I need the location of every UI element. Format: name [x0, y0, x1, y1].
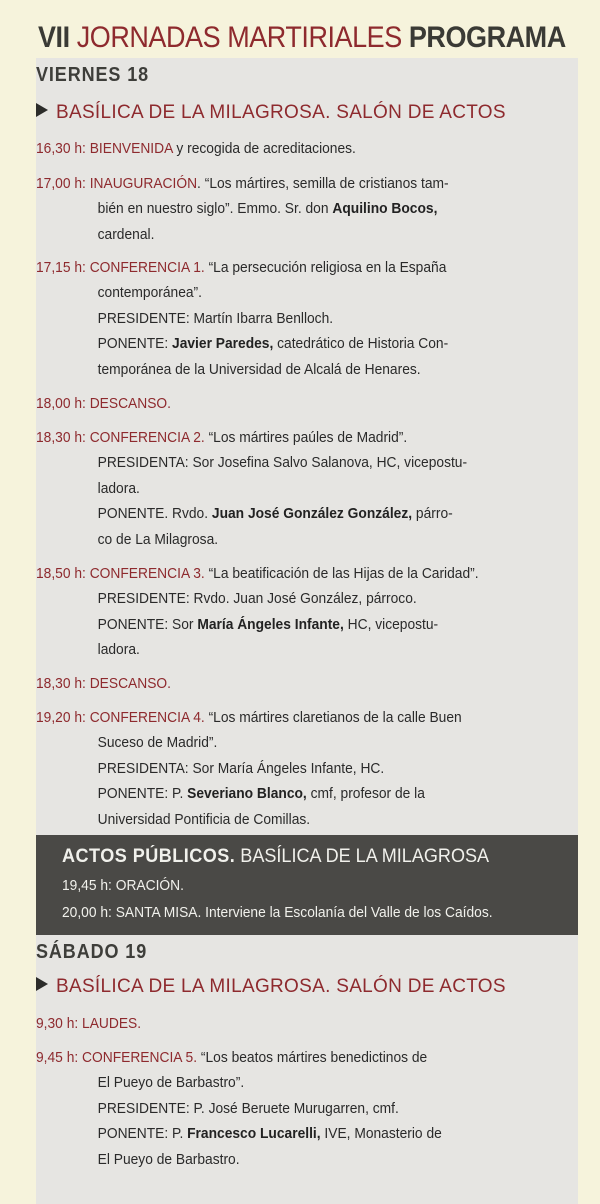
event-text: temporánea de la Universidad de Alcalá de Henares. — [97, 360, 421, 378]
title — [38, 18, 566, 58]
event-text: PRESIDENTA: Sor Josefina Salvo Salanova, HC, vicepostu- — [97, 454, 468, 472]
event-text: co de La Milagrosa. — [97, 530, 219, 548]
event-time: 18,50 h: CONFERENCIA 3. — [36, 565, 205, 582]
event-text: PONENTE. Rvdo. — [97, 505, 212, 523]
speaker-name: Severiano Blanco, — [187, 785, 307, 803]
speaker-name: María Ángeles Infante, — [197, 615, 344, 633]
speaker-name: Javier Paredes, — [172, 335, 274, 353]
event-conferencia-3 — [36, 561, 521, 663]
event-time: 18,30 h: CONFERENCIA 2. — [36, 429, 205, 446]
event-time: 18,30 h: DESCANSO. — [36, 675, 171, 692]
event-text: PRESIDENTE: Rvdo. Juan José González, párroco. — [97, 590, 417, 608]
event-text: párro- — [412, 505, 453, 523]
event-text: PONENTE: Sor — [97, 615, 198, 633]
event-text: “Los beatos mártires benedictinos de — [197, 1049, 428, 1066]
event-descanso-1 — [36, 391, 521, 416]
venue-saturday — [36, 976, 506, 998]
title-programa: PROGRAMA — [408, 21, 566, 54]
event-conferencia-1 — [36, 255, 521, 382]
speaker-name: Aquilino Bocos, — [332, 200, 438, 218]
event-text: . “Los mártires, semilla de cristianos tam- — [197, 175, 449, 192]
event-text: El Pueyo de Barbastro”. — [97, 1074, 245, 1092]
event-text: cmf, profesor de la — [306, 785, 425, 803]
day-friday: VIERNES 18 — [36, 64, 150, 86]
event-text: Suceso de Madrid”. — [97, 734, 218, 752]
event-time: 17,15 h: CONFERENCIA 1. — [36, 259, 205, 276]
title-vii: VII — [38, 21, 70, 54]
event-text: El Pueyo de Barbastro. — [97, 1150, 240, 1168]
title-jornadas: JORNADAS MARTIRIALES — [76, 21, 402, 54]
event-text: ladora. — [97, 641, 140, 659]
event-text: PONENTE: P. — [97, 1125, 188, 1143]
public-acts-title: ACTOS PÚBLICOS. — [62, 846, 236, 867]
event-descanso-2 — [36, 671, 521, 696]
event-text: “Los mártires claretianos de la calle Buen — [204, 709, 462, 726]
event-laudes — [36, 1011, 521, 1036]
event-text: “Los mártires paúles de Madrid”. — [204, 429, 408, 446]
public-acts-heading — [62, 846, 489, 868]
public-acts-row: 19,45 h: ORACIÓN. — [62, 877, 184, 894]
event-text: contemporánea”. — [97, 284, 202, 302]
speaker-name: Juan José González González, — [211, 505, 413, 523]
venue-friday — [36, 102, 506, 124]
event-time: 9,30 h: LAUDES. — [36, 1015, 142, 1032]
event-time: 19,20 h: CONFERENCIA 4. — [36, 709, 205, 726]
event-text: y recogida de acreditaciones. — [172, 140, 356, 157]
event-text: PRESIDENTA: Sor María Ángeles Infante, HC. — [97, 759, 385, 777]
event-inauguracion — [36, 171, 521, 247]
event-time: 17,00 h: INAUGURACIÓN — [36, 175, 198, 192]
event-conferencia-4 — [36, 705, 521, 832]
event-text: PRESIDENTE: P. José Beruete Murugarren, cmf. — [97, 1099, 399, 1117]
public-acts-box — [36, 835, 578, 935]
event-time: 16,30 h: BIENVENIDA — [36, 140, 173, 157]
event-bienvenida — [36, 136, 521, 161]
venue-friday-label: BASÍLICA DE LA MILAGROSA. SALÓN DE ACTOS — [56, 102, 506, 123]
event-conferencia-2 — [36, 425, 521, 552]
event-time: 18,00 h: DESCANSO. — [36, 395, 171, 412]
event-text: “La persecución religiosa en la España — [204, 259, 447, 276]
venue-saturday-label: BASÍLICA DE LA MILAGROSA. SALÓN DE ACTOS — [56, 976, 506, 997]
day-saturday: SÁBADO 19 — [36, 941, 148, 963]
speaker-name: Francesco Lucarelli, — [187, 1125, 321, 1143]
event-text: ladora. — [97, 479, 140, 497]
public-acts-row: 20,00 h: SANTA MISA. Interviene la Escolanía del Valle de los Caídos. — [62, 904, 493, 921]
play-arrow-icon — [36, 977, 48, 991]
event-text: HC, vicepostu- — [343, 615, 439, 633]
event-text: PRESIDENTE: Martín Ibarra Benlloch. — [97, 309, 334, 327]
event-text: PONENTE: — [97, 335, 173, 353]
event-text: bién en nuestro siglo”. Emmo. Sr. don — [97, 200, 333, 218]
event-text: cardenal. — [97, 225, 155, 243]
play-arrow-icon — [36, 103, 48, 117]
event-text: catedrático de Historia Con- — [273, 335, 449, 353]
event-text: PONENTE: P. — [97, 785, 188, 803]
public-acts-venue: BASÍLICA DE LA MILAGROSA — [235, 846, 490, 867]
event-text: “La beatificación de las Hijas de la Caridad”. — [204, 565, 479, 582]
event-text: IVE, Monasterio de — [320, 1125, 442, 1143]
event-conferencia-5 — [36, 1045, 521, 1172]
event-text: Universidad Pontificia de Comillas. — [97, 810, 311, 828]
event-time: 9,45 h: CONFERENCIA 5. — [36, 1049, 198, 1066]
